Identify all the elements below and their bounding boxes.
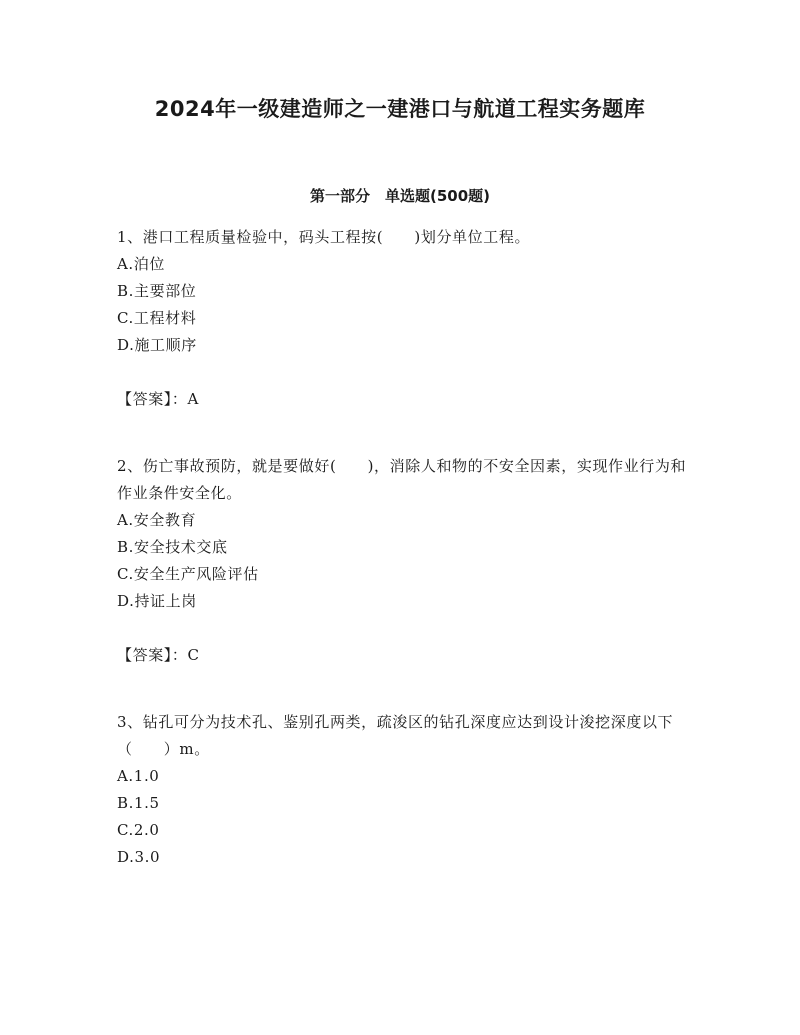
question-2	[117, 453, 687, 669]
document-title: 2024年一级建造师之一建港口与航道工程实务题库	[154, 97, 646, 121]
question-3	[117, 709, 687, 871]
question-stem: 2、伤亡事故预防，就是要做好( )，消除人和物的不安全因素，实现作业行为和作业条件安全化。	[117, 457, 687, 502]
question-list	[117, 224, 687, 871]
option-a: A.安全教育	[117, 511, 197, 529]
question-stem: 3、钻孔可分为技术孔、鉴别孔两类，疏浚区的钻孔深度应达到设计浚挖深度以下（ ）m。	[117, 713, 674, 758]
option-c: C.工程材料	[117, 309, 197, 327]
option-a: A.泊位	[117, 255, 166, 273]
question-1	[117, 224, 687, 413]
option-d: D.3.0	[117, 848, 161, 866]
option-a: A.1.0	[117, 767, 160, 785]
option-c: C.安全生产风险评估	[117, 565, 259, 583]
option-b: B.安全技术交底	[117, 538, 228, 556]
section-title: 第一部分 单选题(500题)	[309, 187, 491, 205]
answer-label: 【答案】：A	[117, 390, 199, 408]
option-d: D.持证上岗	[117, 592, 197, 610]
option-b: B.主要部位	[117, 282, 197, 300]
answer-label: 【答案】：C	[117, 646, 200, 664]
option-d: D.施工顺序	[117, 336, 197, 354]
question-stem: 1、港口工程质量检验中，码头工程按( )划分单位工程。	[117, 228, 531, 246]
option-b: B.1.5	[117, 794, 160, 812]
option-c: C.2.0	[117, 821, 160, 839]
